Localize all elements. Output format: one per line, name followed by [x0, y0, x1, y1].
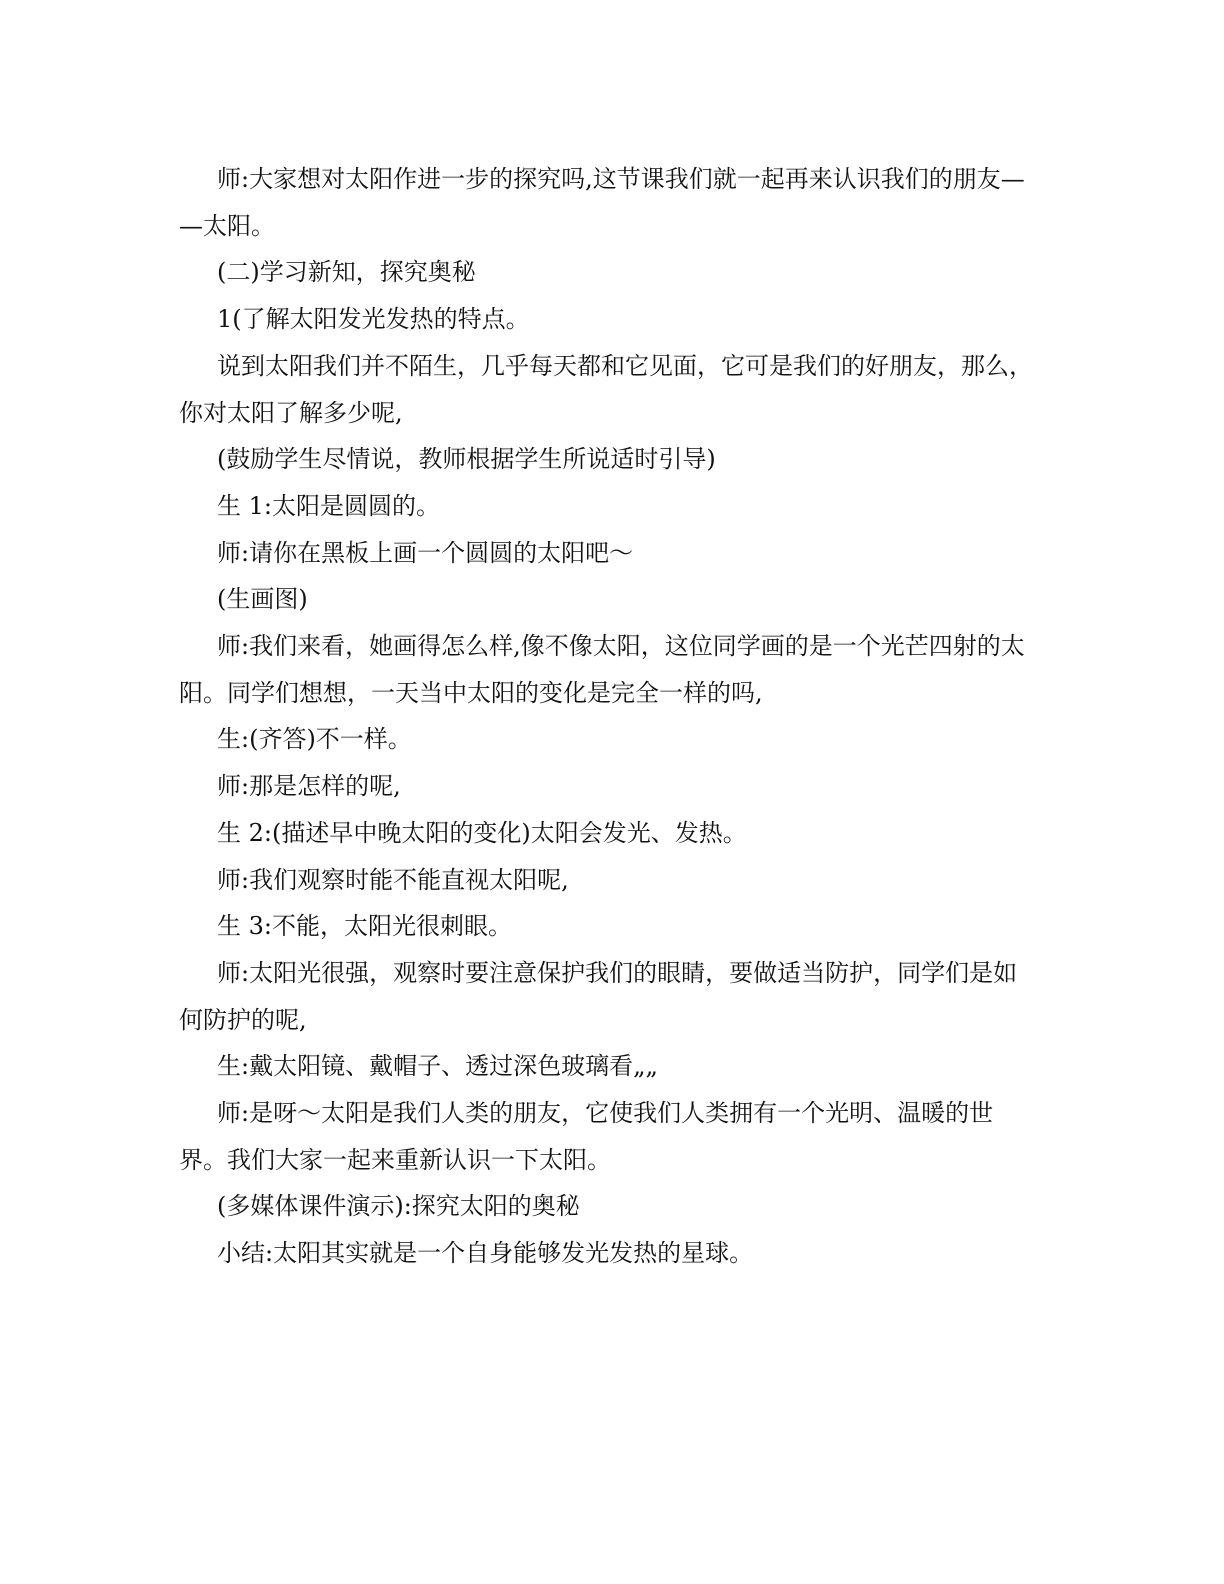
text-line: (多媒体课件演示):探究太阳的奥秘 [217, 1192, 580, 1221]
text-line: 小结:太阳其实就是一个自身能够发光发热的星球。 [217, 1239, 754, 1268]
text-line: 何防护的呢, [179, 1005, 307, 1034]
text-line: 师:是呀～太阳是我们人类的朋友，它使我们人类拥有一个光明、温暖的世 [217, 1099, 994, 1128]
text-line: 生:戴太阳镜、戴帽子、透过深色玻璃看„„ [217, 1052, 658, 1081]
text-line: 师:请你在黑板上画一个圆圆的太阳吧～ [217, 538, 634, 567]
text-line: 师:我们来看，她画得怎么样,像不像太阳，这位同学画的是一个光芒四射的太 [217, 632, 1025, 661]
text-line: 师:那是怎样的呢, [217, 772, 401, 801]
text-line: 界。我们大家一起来重新认识一下太阳。 [179, 1145, 611, 1174]
text-line: 师:太阳光很强，观察时要注意保护我们的眼睛，要做适当防护，同学们是如 [217, 958, 1018, 987]
text-line: 生 2:(描述早中晚太阳的变化)太阳会发光、发热。 [217, 818, 747, 847]
text-line: 师:我们观察时能不能直视太阳呢, [217, 865, 569, 894]
text-line: (鼓励学生尽情说，教师根据学生所说适时引导) [217, 445, 716, 474]
text-line: 生 3:不能，太阳光很刺眼。 [217, 912, 512, 941]
text-line: 你对太阳了解多少呢, [179, 398, 403, 427]
text-line: (二)学习新知，探究奥秘 [217, 258, 476, 287]
text-line: 生 1:太阳是圆圆的。 [217, 491, 440, 520]
text-line: 师:大家想对太阳作进一步的探究吗,这节课我们就一起再来认识我们的朋友— [217, 165, 1025, 193]
text-line: —太阳。 [179, 211, 275, 240]
text-line: 阳。同学们想想，一天当中太阳的变化是完全一样的吗, [179, 678, 763, 707]
document-body [179, 156, 1033, 1277]
text-line: 1(了解太阳发光发热的特点。 [217, 305, 530, 334]
text-line: (生画图) [217, 585, 308, 614]
text-line: 说到太阳我们并不陌生，几乎每天都和它见面，它可是我们的好朋友，那么， [217, 351, 1033, 380]
text-line: 生:(齐答)不一样。 [217, 725, 412, 754]
